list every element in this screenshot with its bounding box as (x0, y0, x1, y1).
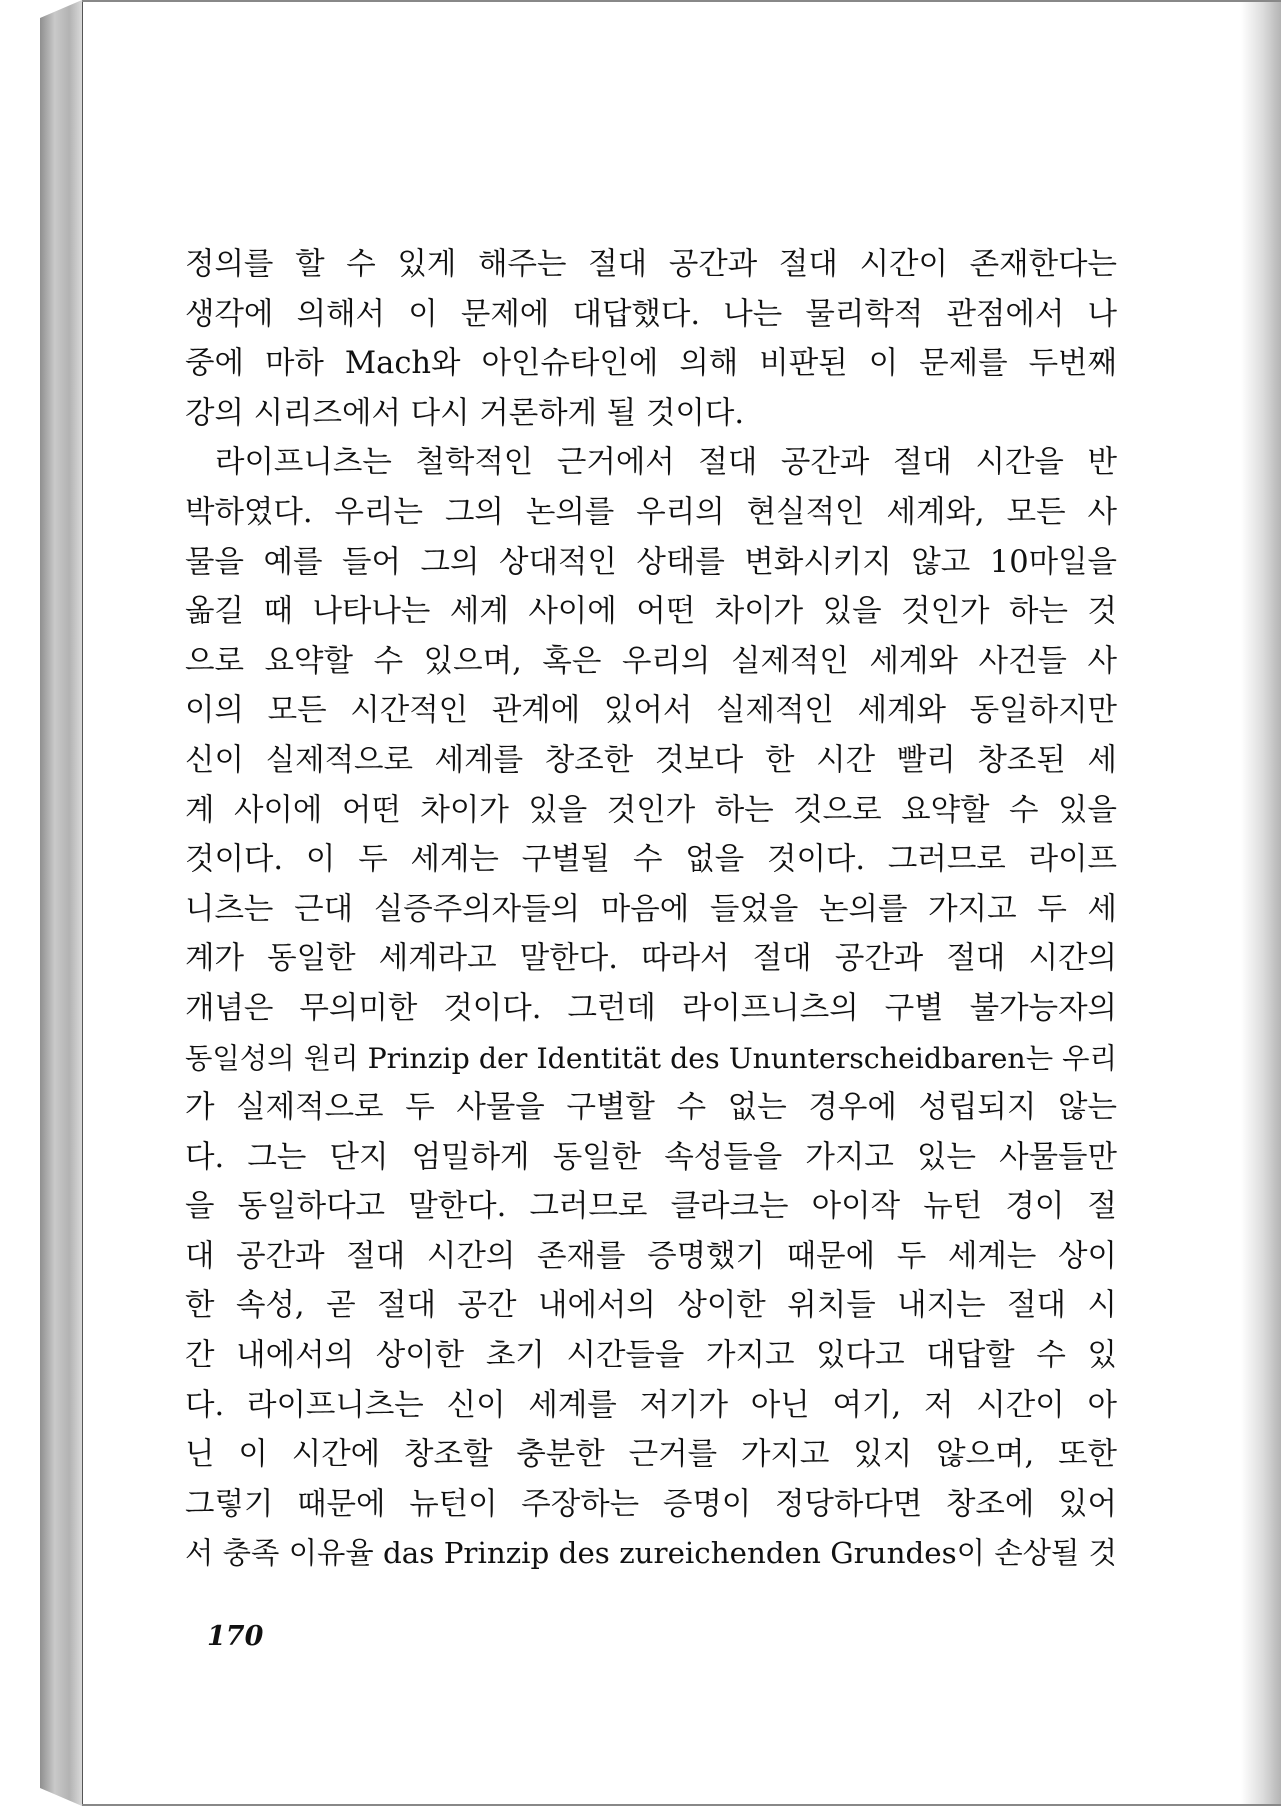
text-line: 대 공간과 절대 시간의 존재를 증명했기 때문에 두 세계는 상이 (185, 1238, 1117, 1274)
text-line: 가 실제적으로 두 사물을 구별할 수 없는 경우에 성립되지 않는 (185, 1090, 1117, 1126)
text-line: 신이 실제적으로 세계를 창조한 것보다 한 시간 빨리 창조된 세 (185, 742, 1117, 778)
text-line: 닌 이 시간에 창조할 충분한 근거를 가지고 있지 않으며, 또한 (185, 1437, 1117, 1473)
text-line: 서 충족 이유율 das Prinzip des zureichenden Grundes이 손상될 것 (185, 1536, 1117, 1571)
page-number: 170 (207, 1621, 264, 1652)
text-line: 한 속성, 곧 절대 공간 내에서의 상이한 위치들 내지는 절대 시 (185, 1288, 1117, 1324)
text-line: 중에 마하 Mach와 아인슈타인에 의해 비판된 이 문제를 두번째 (185, 346, 1117, 382)
text-line: 물을 예를 들어 그의 상대적인 상태를 변화시키지 않고 10마일을 (185, 544, 1117, 580)
paragraph-2 (185, 438, 1117, 1579)
text-line: 간 내에서의 상이한 초기 시간들을 가지고 있다고 대답할 수 있 (185, 1338, 1117, 1374)
book-spine (40, 0, 82, 1806)
text-line: 이의 모든 시간적인 관계에 있어서 실제적인 세계와 동일하지만 (185, 693, 1117, 729)
text-line: 정의를 할 수 있게 해주는 절대 공간과 절대 시간이 존재한다는 (185, 247, 1117, 282)
text-line: 그렇기 때문에 뉴턴이 주장하는 증명이 정당하다면 창조에 있어 (185, 1486, 1117, 1522)
page-top-edge (82, 0, 1281, 2)
text-line: 동일성의 원리 Prinzip der Identität des Ununterscheidbaren는 우리 (185, 1041, 1117, 1075)
text-line: 다. 그는 단지 엄밀하게 동일한 속성들을 가지고 있는 사물들만 (185, 1139, 1117, 1175)
text-line: 개념은 무의미한 것이다. 그런데 라이프니츠의 구별 불가능자의 (185, 990, 1117, 1026)
paragraph-1 (185, 240, 1117, 438)
text-line: 계 사이에 어떤 차이가 있을 것인가 하는 것으로 요약할 수 있을 (185, 792, 1117, 828)
text-line: 옮길 때 나타나는 세계 사이에 어떤 차이가 있을 것인가 하는 것 (185, 594, 1117, 630)
text-line: 다. 라이프니츠는 신이 세계를 저기가 아닌 여기, 저 시간이 아 (185, 1387, 1117, 1423)
text-line: 니츠는 근대 실증주의자들의 마음에 들었을 논의를 가지고 두 세 (185, 891, 1117, 927)
text-line: 으로 요약할 수 있으며, 혹은 우리의 실제적인 세계와 사건들 사 (185, 643, 1117, 679)
spine-top-corner (40, 0, 82, 18)
text-line: 강의 시리즈에서 다시 거론하게 될 것이다. (185, 395, 745, 431)
page-sheet (83, 2, 1241, 1804)
text-line: 을 동일하다고 말한다. 그러므로 클라크는 아이작 뉴턴 경이 절 (185, 1189, 1117, 1225)
text-line: 박하였다. 우리는 그의 논의를 우리의 현실적인 세계와, 모든 사 (185, 494, 1117, 530)
text-line: 계가 동일한 세계라고 말한다. 따라서 절대 공간과 절대 시간의 (185, 941, 1117, 977)
spine-bottom-corner (40, 1788, 82, 1806)
body-text (185, 240, 1117, 1579)
text-line: 라이프니츠는 철학적인 근거에서 절대 공간과 절대 시간을 반 (215, 445, 1117, 481)
page-left-edge (82, 0, 83, 1806)
page-right-shadow (1241, 0, 1281, 1806)
text-line: 것이다. 이 두 세계는 구별될 수 없을 것이다. 그러므로 라이프 (185, 842, 1117, 878)
text-line: 생각에 의해서 이 문제에 대답했다. 나는 물리학적 관점에서 나 (185, 296, 1117, 332)
